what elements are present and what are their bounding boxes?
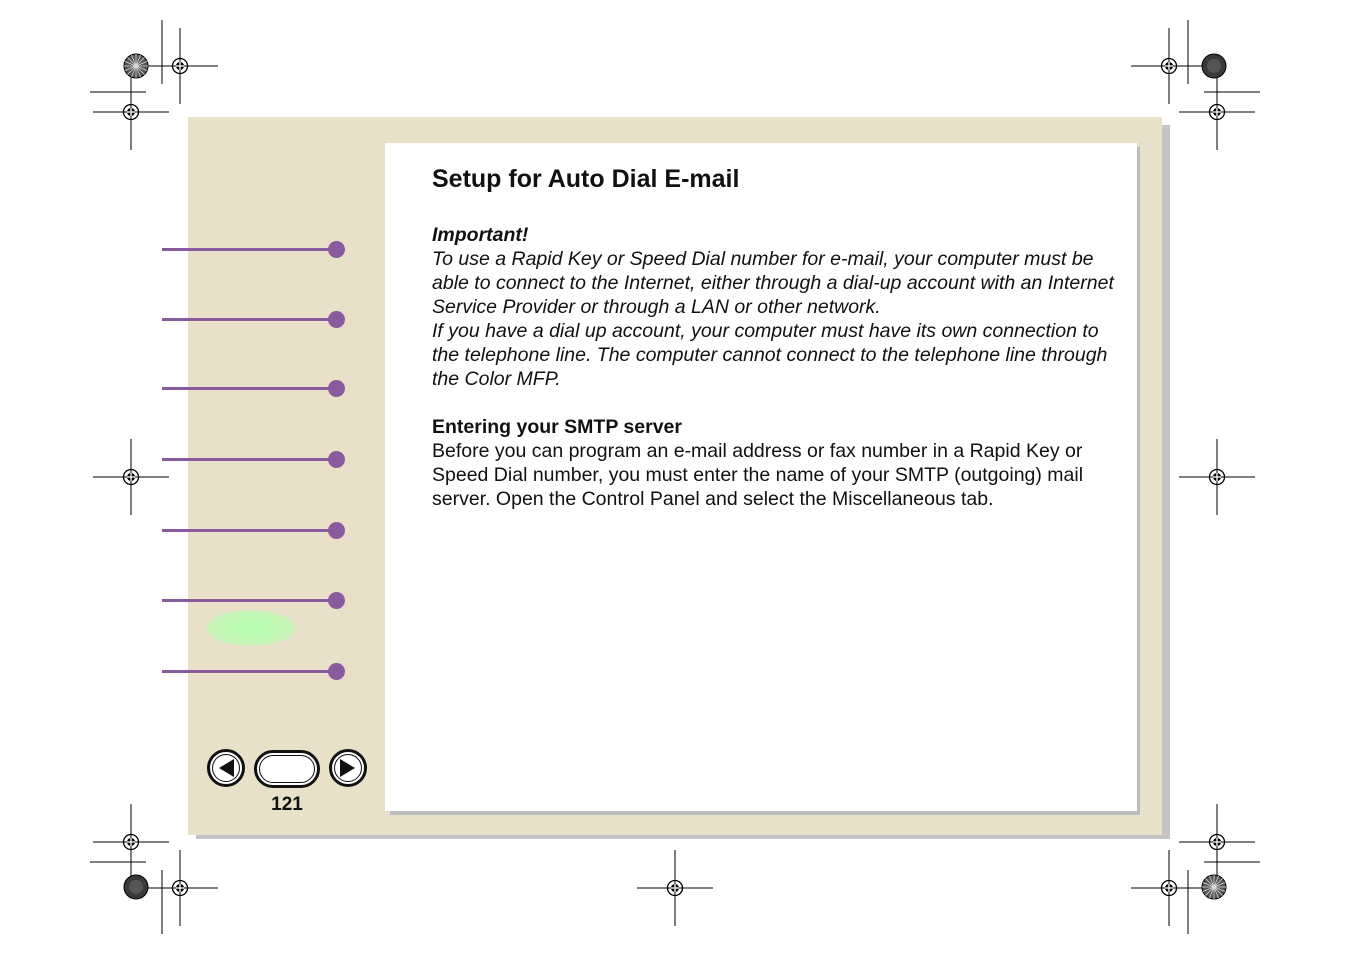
- chapter-tab-3[interactable]: [162, 379, 348, 399]
- right-arrow-icon: [332, 752, 364, 784]
- button-ring: [259, 755, 315, 783]
- page-number: 121: [271, 794, 303, 815]
- chapter-tab-5[interactable]: [162, 521, 348, 541]
- tab-dot-icon: [328, 663, 345, 680]
- tab-dot-icon: [328, 451, 345, 468]
- tab-line: [162, 458, 336, 461]
- tab-dot-icon: [328, 241, 345, 258]
- left-arrow-icon: [210, 752, 242, 784]
- page-title: Setup for Auto Dial E-mail: [432, 165, 740, 193]
- tab-dot-icon: [328, 380, 345, 397]
- section-body: Before you can program an e-mail address or fax number in a Rapid Key or Speed Dial number, you must enter the name of your SMTP (outgoing) mail server. Open the Control Panel and select the Miscellaneous tab.: [432, 440, 1084, 510]
- chapter-tab-1[interactable]: [162, 240, 348, 260]
- section-heading: Entering your SMTP server: [432, 416, 682, 438]
- tab-line: [162, 529, 336, 532]
- tab-dot-icon: [328, 311, 345, 328]
- tab-line: [162, 599, 336, 602]
- home-button[interactable]: [254, 750, 320, 788]
- chapter-tab-6[interactable]: [162, 591, 348, 611]
- tab-line: [162, 670, 336, 673]
- important-heading: Important!: [432, 224, 529, 246]
- chapter-tab-2[interactable]: [162, 310, 348, 330]
- tab-dot-icon: [328, 522, 345, 539]
- chapter-tab-4[interactable]: [162, 450, 348, 470]
- previous-page-button[interactable]: [207, 749, 245, 787]
- tab-line: [162, 248, 336, 251]
- important-paragraph-2: If you have a dial up account, your computer must have its own connection to the telephone line. The computer cannot connect to the telephone line through the Color MFP.: [432, 320, 1108, 390]
- tab-line: [162, 387, 336, 390]
- next-page-button[interactable]: [329, 749, 367, 787]
- important-paragraph-1: To use a Rapid Key or Speed Dial number for e-mail, your computer must be able to connect to the Internet, either through a dial-up account with an Internet Service Provider or through a LAN or other network.: [432, 248, 1114, 318]
- active-tab-highlight: [206, 610, 296, 646]
- document-body: [432, 162, 1122, 511]
- tab-dot-icon: [328, 592, 345, 609]
- chapter-tab-7[interactable]: [162, 662, 348, 682]
- tab-line: [162, 318, 336, 321]
